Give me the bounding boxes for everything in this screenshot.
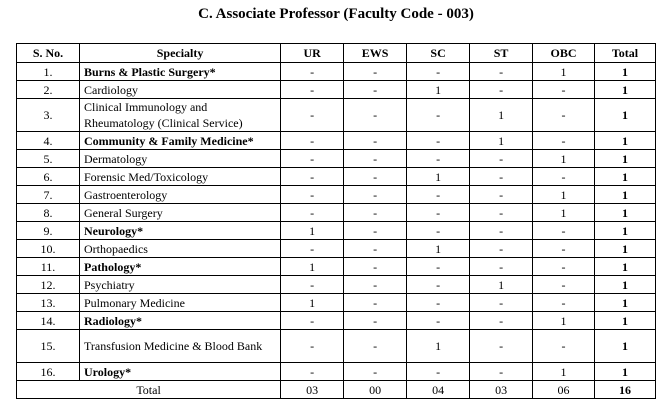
cell-obc: 1	[533, 186, 595, 204]
cell-specialty: Transfusion Medicine & Blood Bank	[79, 330, 280, 363]
cell-ews: -	[344, 150, 407, 168]
cell-specialty: Pulmonary Medicine	[79, 294, 280, 312]
cell-st: -	[470, 258, 533, 276]
cell-ews: -	[344, 81, 407, 99]
table-row	[17, 258, 656, 276]
cell-ews: -	[344, 330, 407, 363]
cell-ur: -	[281, 99, 344, 132]
cell-total: 1	[595, 168, 656, 186]
cell-specialty: Psychiatry	[79, 276, 280, 294]
table-row	[17, 276, 656, 294]
cell-specialty: Clinical Immunology and Rheumatology (Clinical Service)	[79, 99, 280, 132]
table-row	[17, 168, 656, 186]
totals-row	[17, 381, 656, 399]
totals-label: Total	[17, 381, 281, 399]
cell-sc: -	[407, 150, 470, 168]
cell-obc: -	[533, 132, 595, 150]
cell-ur: -	[281, 168, 344, 186]
cell-ur: -	[281, 363, 344, 381]
cell-total: 1	[595, 132, 656, 150]
cell-st: -	[470, 204, 533, 222]
cell-st: -	[470, 363, 533, 381]
table-row	[17, 222, 656, 240]
cell-sc: 1	[407, 168, 470, 186]
table-row	[17, 99, 656, 132]
cell-st: 1	[470, 99, 533, 132]
cell-ur: 1	[281, 222, 344, 240]
header-obc: OBC	[533, 44, 595, 63]
table-row	[17, 240, 656, 258]
cell-obc: 1	[533, 363, 595, 381]
cell-obc: -	[533, 294, 595, 312]
cell-st: -	[470, 81, 533, 99]
cell-sc: -	[407, 63, 470, 81]
cell-obc: -	[533, 222, 595, 240]
cell-sc: -	[407, 258, 470, 276]
cell-st: -	[470, 330, 533, 363]
cell-ews: -	[344, 204, 407, 222]
cell-total: 1	[595, 258, 656, 276]
cell-specialty: Burns & Plastic Surgery*	[79, 63, 280, 81]
cell-sno: 15.	[17, 330, 80, 363]
cell-sno: 2.	[17, 81, 80, 99]
cell-ur: -	[281, 150, 344, 168]
cell-obc: 1	[533, 204, 595, 222]
cell-sno: 6.	[17, 168, 80, 186]
table-row	[17, 330, 656, 363]
table-row	[17, 63, 656, 81]
cell-st: -	[470, 294, 533, 312]
cell-ews: -	[344, 186, 407, 204]
cell-ews: -	[344, 168, 407, 186]
cell-sc: -	[407, 204, 470, 222]
table-row	[17, 81, 656, 99]
cell-total: 1	[595, 276, 656, 294]
cell-sc: -	[407, 363, 470, 381]
total-ews: 00	[344, 381, 407, 399]
cell-sno: 14.	[17, 312, 80, 330]
cell-ur: -	[281, 276, 344, 294]
cell-ur: -	[281, 132, 344, 150]
table-row	[17, 150, 656, 168]
cell-ews: -	[344, 63, 407, 81]
cell-specialty: Gastroenterology	[79, 186, 280, 204]
cell-ews: -	[344, 99, 407, 132]
cell-obc: -	[533, 99, 595, 132]
cell-sno: 3.	[17, 99, 80, 132]
header-ur: UR	[281, 44, 344, 63]
cell-st: -	[470, 222, 533, 240]
cell-specialty: Urology*	[79, 363, 280, 381]
cell-ur: 1	[281, 258, 344, 276]
cell-specialty: General Surgery	[79, 204, 280, 222]
cell-st: -	[470, 150, 533, 168]
cell-obc: -	[533, 330, 595, 363]
cell-st: 1	[470, 132, 533, 150]
header-ews: EWS	[344, 44, 407, 63]
cell-obc: -	[533, 240, 595, 258]
cell-specialty: Radiology*	[79, 312, 280, 330]
cell-ur: -	[281, 204, 344, 222]
header-sno: S. No.	[17, 44, 80, 63]
cell-total: 1	[595, 150, 656, 168]
cell-ur: -	[281, 240, 344, 258]
table-row	[17, 294, 656, 312]
cell-ews: -	[344, 132, 407, 150]
cell-total: 1	[595, 222, 656, 240]
cell-total: 1	[595, 294, 656, 312]
cell-total: 1	[595, 204, 656, 222]
cell-sno: 9.	[17, 222, 80, 240]
header-total: Total	[595, 44, 656, 63]
table-row	[17, 186, 656, 204]
total-obc: 06	[533, 381, 595, 399]
table-row	[17, 204, 656, 222]
cell-sc: -	[407, 222, 470, 240]
cell-total: 1	[595, 81, 656, 99]
page-title: C. Associate Professor (Faculty Code - 003)	[198, 6, 474, 22]
cell-ur: -	[281, 81, 344, 99]
cell-ews: -	[344, 294, 407, 312]
cell-obc: 1	[533, 150, 595, 168]
cell-sno: 11.	[17, 258, 80, 276]
header-st: ST	[470, 44, 533, 63]
cell-st: 1	[470, 276, 533, 294]
cell-ur: -	[281, 186, 344, 204]
table-row	[17, 363, 656, 381]
cell-ur: -	[281, 330, 344, 363]
cell-sc: -	[407, 276, 470, 294]
cell-sno: 7.	[17, 186, 80, 204]
cell-sno: 10.	[17, 240, 80, 258]
cell-sno: 13.	[17, 294, 80, 312]
cell-ews: -	[344, 222, 407, 240]
header-sc: SC	[407, 44, 470, 63]
cell-st: -	[470, 312, 533, 330]
total-st: 03	[470, 381, 533, 399]
cell-st: -	[470, 186, 533, 204]
total-ur: 03	[281, 381, 344, 399]
cell-ews: -	[344, 240, 407, 258]
cell-total: 1	[595, 330, 656, 363]
cell-sno: 12.	[17, 276, 80, 294]
cell-st: -	[470, 240, 533, 258]
cell-specialty: Neurology*	[79, 222, 280, 240]
cell-specialty: Forensic Med/Toxicology	[79, 168, 280, 186]
cell-sno: 1.	[17, 63, 80, 81]
cell-sc: -	[407, 99, 470, 132]
cell-total: 1	[595, 186, 656, 204]
cell-total: 1	[595, 240, 656, 258]
cell-total: 1	[595, 63, 656, 81]
cell-total: 1	[595, 312, 656, 330]
cell-specialty: Dermatology	[79, 150, 280, 168]
cell-ews: -	[344, 276, 407, 294]
cell-st: -	[470, 168, 533, 186]
cell-obc: -	[533, 81, 595, 99]
vacancy-table	[16, 43, 656, 399]
cell-obc: 1	[533, 312, 595, 330]
cell-sno: 4.	[17, 132, 80, 150]
cell-sc: -	[407, 294, 470, 312]
total-sc: 04	[407, 381, 470, 399]
cell-ews: -	[344, 312, 407, 330]
cell-total: 1	[595, 99, 656, 132]
cell-sno: 8.	[17, 204, 80, 222]
cell-ur: -	[281, 312, 344, 330]
cell-ur: -	[281, 63, 344, 81]
cell-obc: -	[533, 258, 595, 276]
cell-specialty: Cardiology	[79, 81, 280, 99]
cell-obc: -	[533, 168, 595, 186]
cell-ews: -	[344, 258, 407, 276]
cell-st: -	[470, 63, 533, 81]
cell-sc: 1	[407, 330, 470, 363]
header-row	[17, 44, 656, 63]
cell-sno: 16.	[17, 363, 80, 381]
cell-obc: -	[533, 276, 595, 294]
cell-sc: -	[407, 312, 470, 330]
cell-sc: -	[407, 186, 470, 204]
total-all: 16	[595, 381, 656, 399]
cell-ur: 1	[281, 294, 344, 312]
cell-sno: 5.	[17, 150, 80, 168]
table-row	[17, 132, 656, 150]
table-row	[17, 312, 656, 330]
cell-total: 1	[595, 363, 656, 381]
cell-sc: 1	[407, 240, 470, 258]
cell-sc: 1	[407, 81, 470, 99]
cell-specialty: Orthopaedics	[79, 240, 280, 258]
cell-specialty: Pathology*	[79, 258, 280, 276]
cell-obc: 1	[533, 63, 595, 81]
header-specialty: Specialty	[79, 44, 280, 63]
cell-ews: -	[344, 363, 407, 381]
cell-sc: -	[407, 132, 470, 150]
cell-specialty: Community & Family Medicine*	[79, 132, 280, 150]
